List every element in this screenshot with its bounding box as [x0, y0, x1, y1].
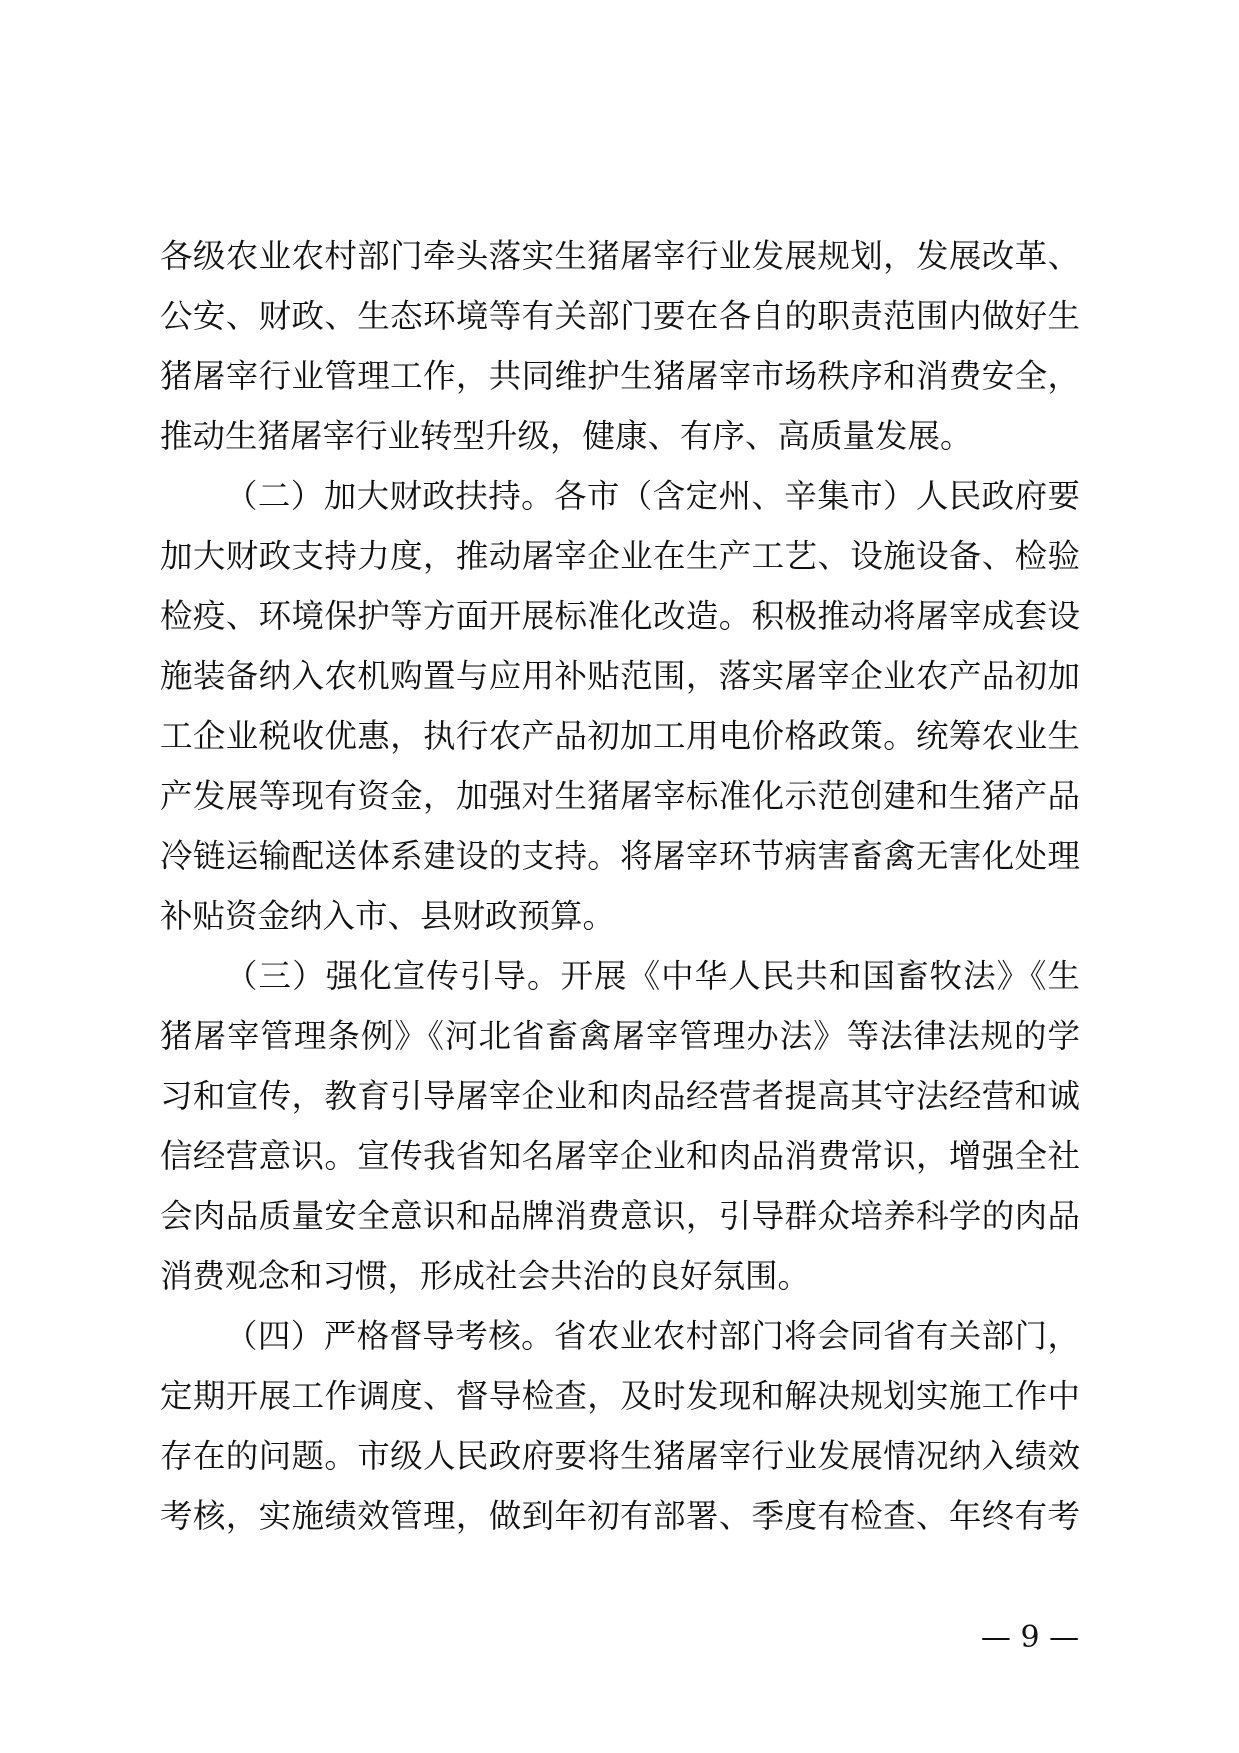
text-line: 补贴资金纳入市、县财政预算。 — [160, 897, 616, 935]
body-text — [160, 226, 1080, 1546]
text-line: 会肉品质量安全意识和品牌消费意识，引导群众培养科学的肉品 — [160, 1197, 1080, 1235]
text-line: 存在的问题。市级人民政府要将生猪屠宰行业发展情况纳入绩效 — [160, 1437, 1080, 1475]
section-heading-line: （四）严格督导考核。省农业农村部门将会同省有关部门， — [225, 1317, 1080, 1355]
text-line: 加大财政支持力度，推动屠宰企业在生产工艺、设施设备、检验 — [160, 537, 1080, 575]
text-line: 定期开展工作调度、督导检查，及时发现和解决规划实施工作中 — [160, 1377, 1080, 1415]
section-heading-line: （二）加大财政扶持。各市（含定州、辛集市）人民政府要 — [225, 477, 1080, 515]
text-line: 猪屠宰管理条例》《河北省畜禽屠宰管理办法》等法律法规的学 — [160, 1017, 1080, 1055]
text-line: 工企业税收优惠，执行农产品初加工用电价格政策。统筹农业生 — [160, 717, 1080, 755]
text-line: 猪屠宰行业管理工作，共同维护生猪屠宰市场秩序和消费安全， — [160, 357, 1080, 395]
text-line: 公安、财政、生态环境等有关部门要在各自的职责范围内做好生 — [160, 297, 1080, 335]
text-line: 产发展等现有资金，加强对生猪屠宰标准化示范创建和生猪产品 — [160, 777, 1080, 815]
text-line: 各级农业农村部门牵头落实生猪屠宰行业发展规划，发展改革、 — [160, 237, 1080, 275]
page-number: — 9 — — [980, 1620, 1080, 1655]
section-heading-line: （三）强化宣传引导。开展《中华人民共和国畜牧法》《生 — [225, 957, 1080, 995]
text-line: 冷链运输配送体系建设的支持。将屠宰环节病害畜禽无害化处理 — [160, 837, 1080, 875]
text-line: 推动生猪屠宰行业转型升级，健康、有序、高质量发展。 — [160, 417, 973, 455]
text-line: 信经营意识。宣传我省知名屠宰企业和肉品消费常识，增强全社 — [160, 1137, 1080, 1175]
text-line: 消费观念和习惯，形成社会共治的良好氛围。 — [160, 1257, 811, 1295]
text-line: 检疫、环境保护等方面开展标准化改造。积极推动将屠宰成套设 — [160, 597, 1080, 635]
text-line: 考核，实施绩效管理，做到年初有部署、季度有检查、年终有考 — [160, 1497, 1080, 1535]
text-line: 施装备纳入农机购置与应用补贴范围，落实屠宰企业农产品初加 — [160, 657, 1080, 695]
text-line: 习和宣传，教育引导屠宰企业和肉品经营者提高其守法经营和诚 — [160, 1077, 1080, 1115]
